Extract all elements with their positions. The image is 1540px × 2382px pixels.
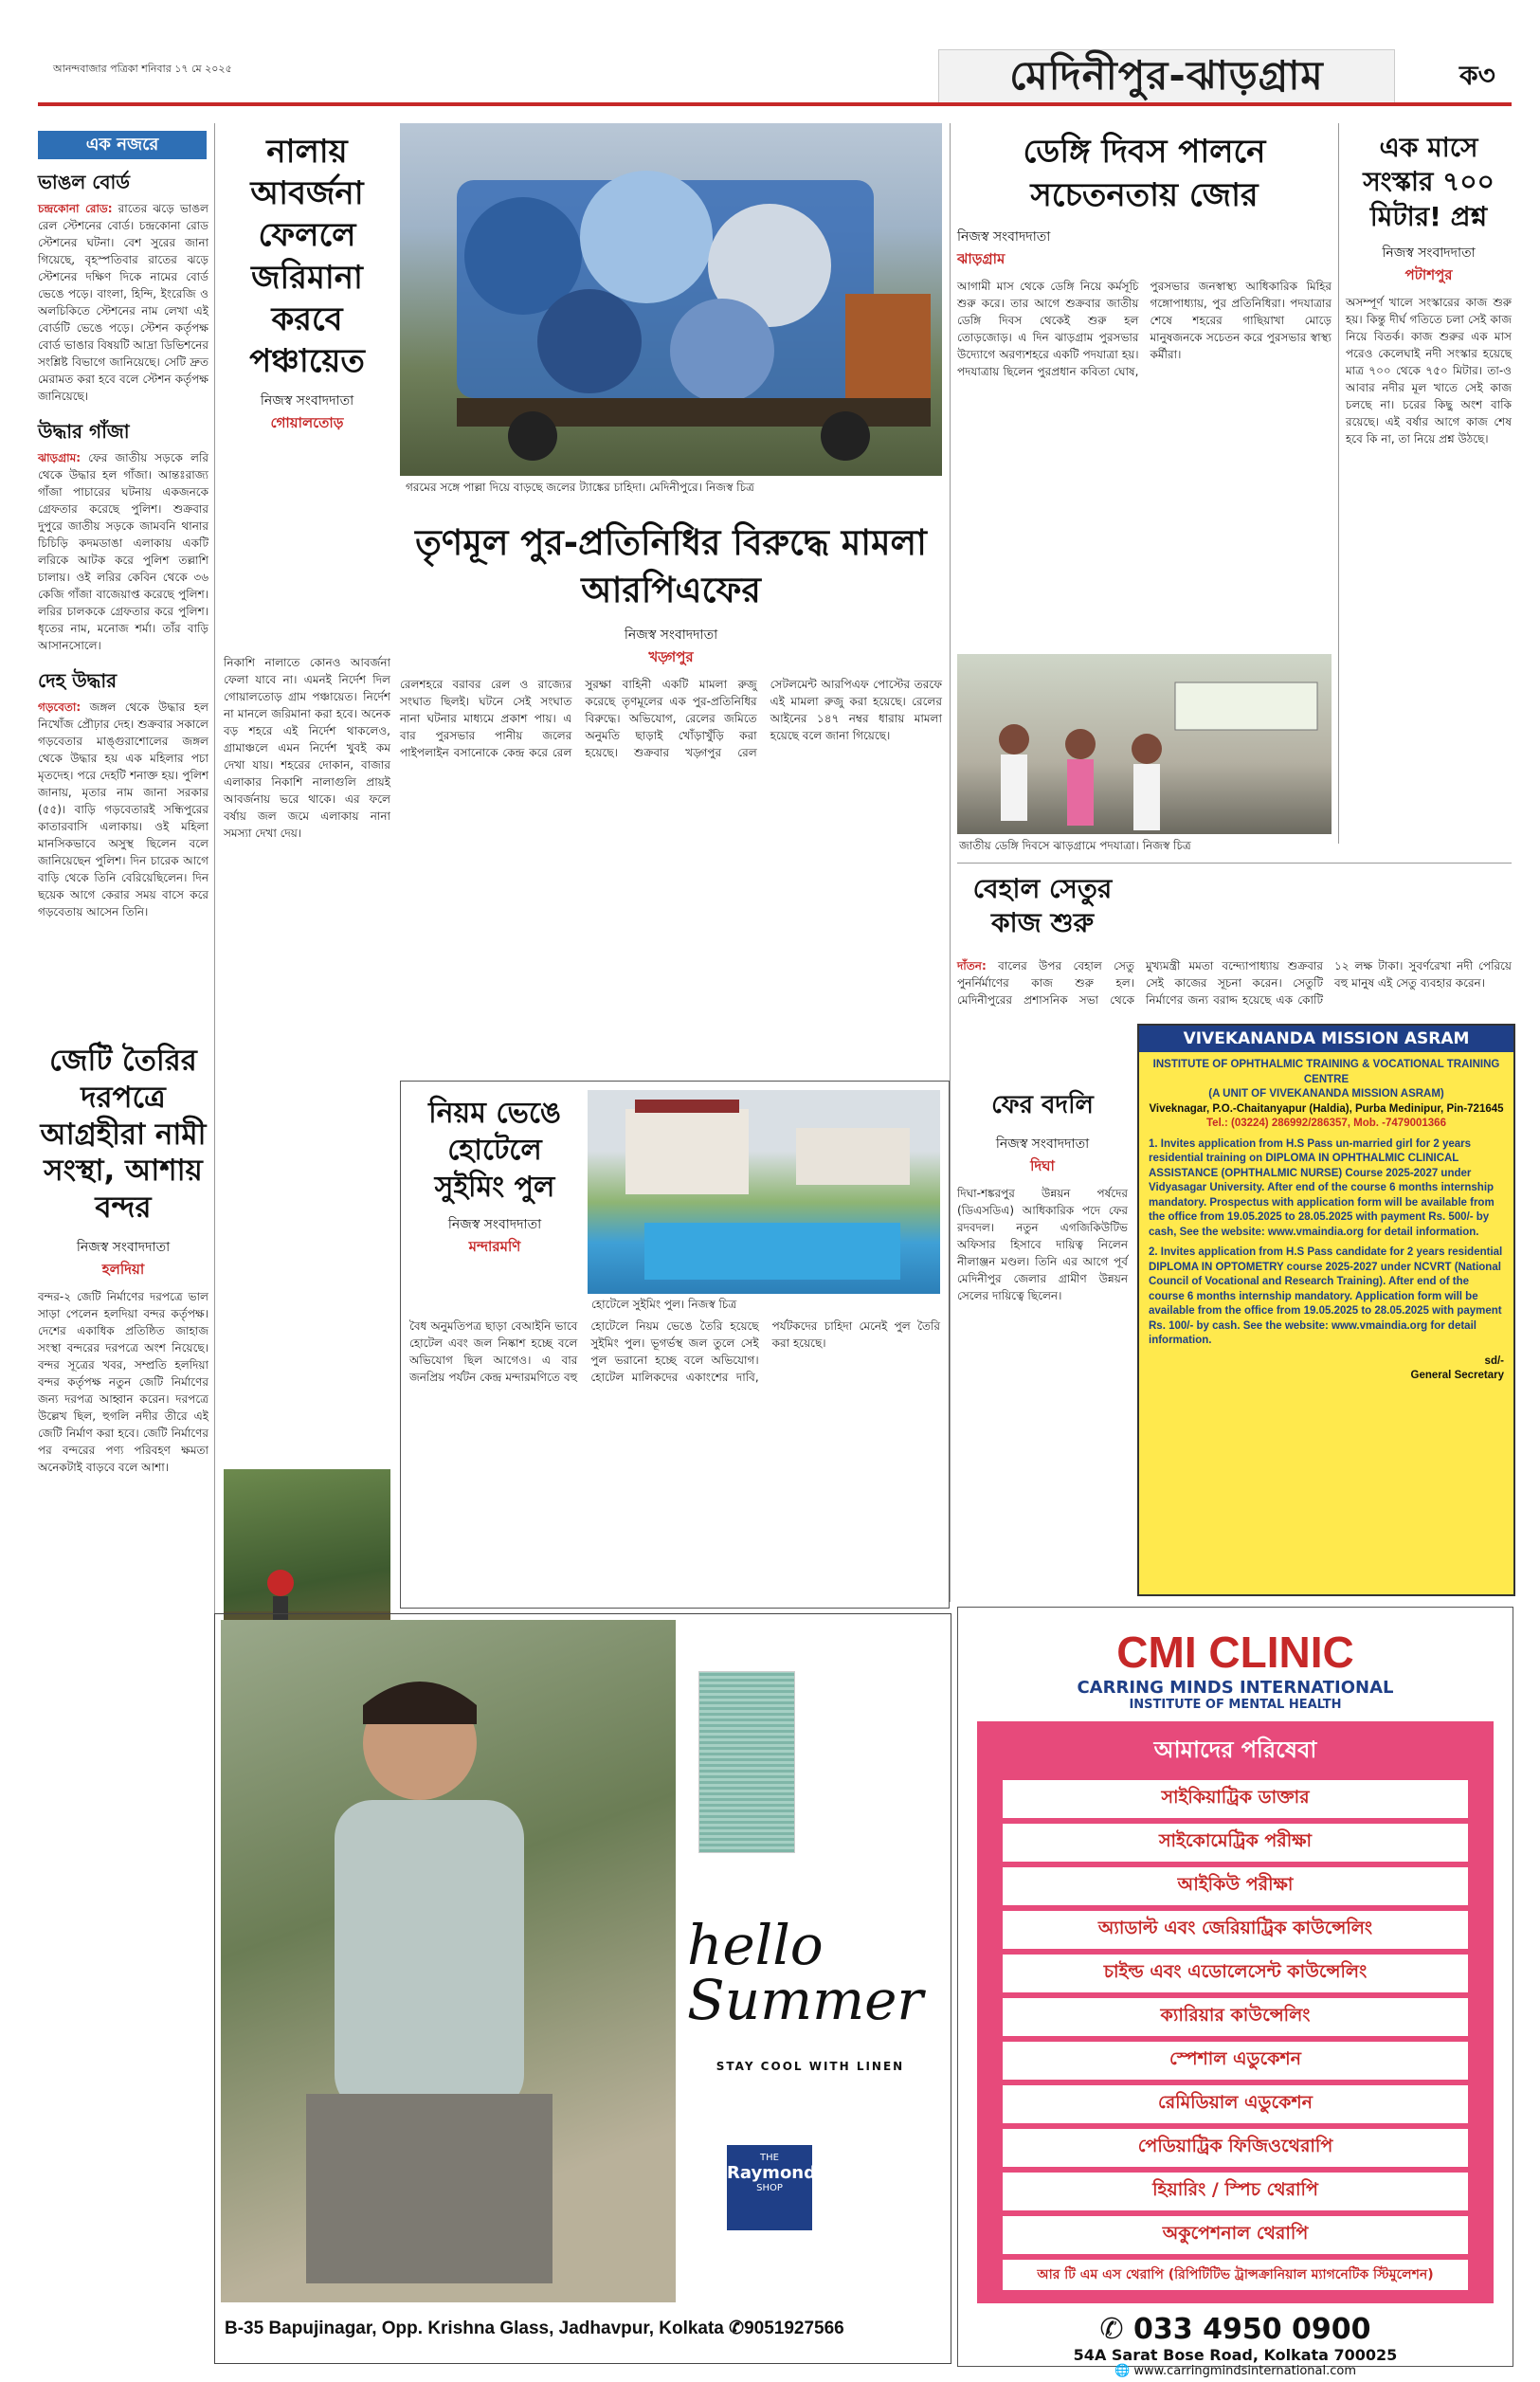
phone-icon: ✆ [1099, 2313, 1124, 2346]
story-dengue [957, 131, 1332, 380]
raymond-ad[interactable] [214, 1613, 951, 2364]
masthead-date: আনন্দবাজার পত্রিকা শনিবার ১৭ মে ২০২৫ [53, 63, 232, 75]
page-number: ক৩ [1459, 60, 1495, 91]
ad-tagline: STAY COOL WITH LINEN [716, 2060, 905, 2073]
brief-dateline: চন্দ্রকোনা রোড: [38, 202, 113, 215]
story-tmc [400, 519, 942, 761]
story-badli [957, 1085, 1128, 1304]
story-sanskar [1346, 131, 1512, 447]
linen-swatch [698, 1671, 795, 1853]
cmi-title: CMI CLINIC [1116, 1627, 1354, 1677]
story-headline: ফের বদলি [991, 1091, 1094, 1119]
dateline: মন্দারমণি [468, 1238, 521, 1255]
story-body: দিঘা-শঙ্করপুর উন্নয়ন পর্ষদের (ডিএসডিএ) আধিকারিক পদে ফের রদবদল। নতুন এগজিকিউটিভ অফিসার হিসাবে দায়িত্ব নিলেন নীলাঞ্জন মণ্ডল। তিনি এর আগে পূর্ব মেদিনীপুর জেলার গ্রামীণ উন্নয়ন সেলের দায়িত্বে ছিলেন। [957, 1187, 1128, 1302]
brief-dateline: ঝাড়গ্রাম: [38, 451, 82, 464]
vm-title: VIVEKANANDA MISSION ASRAM [1139, 1026, 1513, 1052]
brief-text: ফের জাতীয় সড়কে লরি থেকে উদ্ধার হল গাঁজা। আন্তঃরাজ্য গাঁজা পাচারের ঘটনায় একজনকে গ্রেফতার করেছে পুলিশ। শুক্রবার দুপুরে জাতীয় সড়কে জামবনি থানার চিচিড়ি কদমডাঙা এলাকায় একটি লরিকে আটক করে পুলিশ তল্লাশি চালায়। ওই লরির কেবিন থেকে ৩৬ কেজি গাঁজা বাজেয়াপ্ত করেছে পুলিশ। লরির চালককে গ্রেফতার করে পুলিশ। ধৃতের নাম, মনোজ শর্মা। তাঁর বাড়ি আসানসোলে। [38, 451, 208, 652]
dateline: হলদিয়া [101, 1260, 145, 1278]
cmi-service-item: আর টি এম এস থেরাপি (রিপিটিটিভ ট্রান্সক্রানিয়াল ম্যাগনেটিক স্টিমুলেশন) [1003, 2260, 1468, 2290]
brief-list [38, 169, 208, 920]
cmi-service-item: অকুপেশনাল থেরাপি [1003, 2216, 1468, 2254]
divider [957, 863, 1512, 864]
story-body: রেলশহরে বরাবর রেল ও রাজ্যের সংঘাত ছিলই। ঘটনে সেই সংঘাত নানা ঘটনার মাধ্যমে প্রকাশ পায়। এ বার পুরসভার পানীয় জলের পাইপলাইন বসানোকে কেন্দ্র করে রেল সুরক্ষা বাহিনী একটি মামলা রুজু করেছে তৃণমূলের এক পুর-প্রতিনিধির বিরুদ্ধে। অভিযোগ, রেলের জমিতে অনুমতি ছাড়াই খোঁড়াখুঁড়ি করা হয়েছে। শুক্রবার খড়্গপুর রেল সেটলমেন্ট আরপিএফ পোস্টের তরফে এই মামলা রুজু করা হয়েছে। রেলের আইনের ১৪৭ নম্বর ধারায় মামলা হয়েছে বলে জানা গিয়েছে। [400, 677, 942, 759]
vm-point2: 2. Invites application from H.S Pass candidate for 2 years residential DIPLOMA IN OPTOMETRY course 2025-2027 under NCVRT (National Council of Vocational and Research Training). After end of the course 6 months internship mandatory. Application form will be available from the office from 19.05.2025 to 28.05.2025 with payment Rs. 100/- by cash. See the website: www.vmaindia.org for detail information. [1149, 1246, 1503, 1347]
dateline: খড়্গপুর [648, 647, 694, 665]
model-illustration [221, 1620, 676, 2302]
column-divider [950, 123, 951, 1602]
story-headline: ডেঙ্গি দিবস পালনে সচেতনতায় জোর [1023, 133, 1266, 214]
byline: নিজস্ব সংবাদদাতা [447, 1217, 542, 1232]
vm-address: Viveknagar, P.O.-Chaitanyapur (Haldia), Purba Medinipur, Pin-721645 [1149, 1102, 1504, 1115]
story-body: বন্দর-২ জেটি নির্মাণের দরপত্রে ভাল সাড়া পেলেন হলদিয়া বন্দর কর্তৃপক্ষ। দেশের একাধিক প্রতিষ্ঠিত জাহাজ সংস্থা বন্দরের দরপত্রে অংশ নিয়েছে। বন্দর সূত্রের খবর, সম্প্রতি হলদিয়া বন্দর কর্তৃপক্ষ নতুন জেটি নির্মাণের জন্য দরপত্র আহ্বান করেন। দরপত্রে উল্লেখ ছিল, হুগলি নদীর তীরে এই জেটি নির্মাণ করা হবে। জেটি নির্মাণের পর বন্দরের পণ্য পরিবহণ ক্ষমতা অনেকটাই বাড়বে বলে আশা। [38, 1289, 208, 1474]
brief-text: রাতের ঝড়ে ভাঙল রেল স্টেশনের বোর্ড। চন্দ্রকোনা রোড স্টেশনের ঘটনা। বেশ সুরের জানা গিয়েছে, বৃহস্পতিবার রাতের ঝড়ে স্টেশনের দক্ষিণ দিকে নামের বোর্ড ভেঙে পড়ে। বাংলা, হিন্দি, ইংরেজি ও অলচিকিতে স্টেশনের নাম লেখা এই বোর্ডটি ভেঙে পড়ে। স্টেশন কর্তৃপক্ষ বোর্ড ভাঙার বিষয়টি আদ্রা ডিভিশনের সংশ্লিষ্ট বিভাগে জানিয়েছে। সেটি দ্রুত মেরামত করা হবে বলে স্টেশন কর্তৃপক্ষ জানিয়েছে। [38, 202, 208, 403]
model-photo [221, 1620, 676, 2302]
water-tank-photo [400, 123, 942, 476]
byline: নিজস্ব সংবাদদাতা [957, 228, 1051, 245]
story-nala [224, 131, 390, 436]
cmi-service-item: চাইল্ড এবং এডোলেসেন্ট কাউন্সেলিং [1003, 1955, 1468, 1992]
cmi-clinic-ad[interactable] [957, 1607, 1513, 2378]
cmi-service-item: অ্যাডাল্ট এবং জেরিয়াট্রিক কাউন্সেলিং [1003, 1911, 1468, 1949]
brief-header: এক নজরে [38, 131, 207, 159]
story-body: অসম্পূর্ণ খালে সংস্কারের কাজ শুরু হয়। কিন্তু দীর্ঘ গতিতে চলা সেই কাজ নিয়ে বিতর্ক। কাজ শুরুর এক মাস পরেও কেলেঘাই নদী সংস্কার হয়েছে মাত্র ৭০০ থেকে ৭৫০ মিটার। তা-ও আবার নদীর মূল খাতে সেই কাজ চলছে না। চরের কিছু অংশ বাকি রয়েছে। এই বর্ষার আগে কাজ শেষ হবে কি না, তা নিয়ে প্রশ্ন উঠছে। [1346, 296, 1512, 446]
header-rule [38, 102, 1512, 106]
cmi-services-box [977, 1721, 1494, 2303]
story-body: আগামী মাস থেকে ডেঙ্গি নিয়ে কর্মসূচি শুরু করে। তার আগে শুক্রবার জাতীয় ডেঙ্গি দিবস থেকেই শুরু হল তোড়জোড়। এ দিন ঝাড়গ্রাম পুরসভার উদ্যোগে অরণ্যশহরে একটি পদযাত্রা হয়। পদযাত্রায় ছিলেন পুরপ্রধান কবিতা ঘোষ, পুরসভার জনস্বাস্থ্য আধিকারিক মিহির গঙ্গোপাধ্যায়, পুর প্রতিনিধিরা। পদযাত্রার শেষে শহরের গাছিয়াখা মোড়ে মানুষজনকে সচেতন করে পুরসভার স্বাস্থ্য কর্মীরা। [957, 279, 1332, 378]
brief-item-head: দেহ উদ্ধার [38, 669, 118, 692]
story-headline: জেটি তৈরির দরপত্রে আগ্রহীরা নামী সংস্থা, আশায় বন্দর [40, 1044, 207, 1225]
vm-sign-title: General Secretary [1410, 1370, 1504, 1382]
cmi-service-item: রেমিডিয়াল এডুকেশন [1003, 2085, 1468, 2123]
byline: নিজস্ব সংবাদদাতা [76, 1239, 171, 1255]
cmi-service-item: সাইকিয়াট্রিক ডাক্তার [1003, 1780, 1468, 1818]
dateline: দাঁতন: [957, 959, 987, 973]
photo-caption: হোটেলে সুইমিং পুল। নিজস্ব চিত্র [591, 1298, 737, 1311]
brief-item [38, 169, 208, 405]
cmi-subtitle: CARRING MINDS INTERNATIONAL [1077, 1678, 1394, 1698]
brief-item [38, 418, 208, 654]
story-body: নিকাশি নালাতে কোনও আবর্জনা ফেলা যাবে না। এমনই নির্দেশ দিল গোয়ালতোড় গ্রাম পঞ্চায়েত। নির্দেশ না মানলে জরিমানা করা হবে। অনেক বড় শহরে এই নির্দেশ থাকলেও, গ্রামাঞ্চলে এমন নির্দেশ খুবই কম দেখা যায়। শহরের দোকান, বাজার এলাকার নিকাশি নালাগুলি প্রায়ই আবর্জনায় ভরে থাকে। এর ফলে বর্ষায় জল জমে এলাকায় নানা সমস্যা দেখা দেয়। [224, 656, 390, 840]
brief-item-head: ভাঙল বোর্ড [38, 171, 131, 193]
vm-point1: 1. Invites application from H.S Pass un-married girl for 2 years residential training on DIPLOMA IN OPHTHALMIC CLINICAL ASSISTANCE (OPHTHALMIC NURSE) Course 2025-2027 under Vidyasagar University. After end of the course 6 months internship mandatory. Prospectus with application form will be available from the office from 19.05.2025 to 28.05.2025 with payment Rs. 500/- by cash, See the website: www.vmaindia.org for detail information. [1149, 1137, 1495, 1238]
truck-illustration [400, 123, 942, 476]
cmi-service-item: হিয়ারিং / স্পিচ থেরাপি [1003, 2173, 1468, 2210]
brief-text: জঙ্গল থেকে উদ্ধার হল নিখোঁজ প্রৌঢ়ার দেহ। শুক্রবার সকালে গড়বেতার মাঙ্গুরাশোলের জঙ্গল থেকে উদ্ধার হয় এক মহিলার পচা মৃতদেহ। পরে দেহটি শনাক্ত হয়। পুলিশ জানায়, মৃতার নাম জানা সরকার (৫৫)। বাড়ি গড়বেতারই সন্ধিপুরের কাতারবাসি এলাকায়। ওই মহিলা মানসিকভাবে অসুস্থ ছিলেন বলে জানিয়েছেন পুলিশ। দিন চারেক আগে বাড়ি থেকে তিনি বেরিয়েছিলেন। দিন ছয়েক আগে কেরার সময় বাসে করে গড়বেতায় আসেন তিনি। [38, 700, 208, 918]
dateline: ঝাড়গ্রাম [957, 249, 1006, 267]
cmi-sub2: INSTITUTE OF MENTAL HEALTH [1129, 1698, 1342, 1712]
story-pool [409, 1095, 580, 1260]
vm-tel: Tel.: (03224) 286992/286357, Mob. -7479001366 [1206, 1118, 1446, 1130]
ad-address: B-35 Bapujinagar, Opp. Krishna Glass, Jadhavpur, Kolkata ✆9051927566 [225, 2318, 844, 2338]
story-headline: নিয়ম ভেঙে হোটেলে সুইমিং পুল [428, 1097, 561, 1204]
cmi-service-item: পেডিয়াট্রিক ফিজিওথেরাপি [1003, 2129, 1468, 2167]
story-body: দাঁতন: বালের উপর বেহাল সেতু পুনর্নির্মাণের কাজ শুরু হল। মেদিনীপুরের প্রশাসনিক সভা থেকে মুখ্যমন্ত্রী মমতা বন্দ্যোপাধ্যায় শুক্রবার সেই কাজের সূচনা করেন। সেতুটি নির্মাণের জন্য বরাদ্দ হয়েছে এক কোটি ১২ লক্ষ টাকা। সুবর্ণরেখা নদী পেরিয়ে বহু মানুষ এই সেতু ব্যবহার করেন। [957, 959, 1512, 1007]
dengue-photo [957, 654, 1332, 834]
brief-dateline: গড়বেতা: [38, 700, 82, 714]
vm-subtitle: INSTITUTE OF OPHTHALMIC TRAINING & VOCATIONAL TRAINING CENTRE [1152, 1059, 1500, 1085]
cmi-service-item: সাইকোমেট্রিক পরীক্ষা [1003, 1824, 1468, 1862]
byline: নিজস্ব সংবাদদাতা [624, 627, 718, 643]
story-headline: তৃণমূল পুর-প্রতিনিধির বিরুদ্ধে মামলা আরপিএফের [415, 522, 927, 610]
photo-caption: জাতীয় ডেঙ্গি দিবসে ঝাড়গ্রামে পদযাত্রা। নিজস্ব চিত্র [959, 839, 1191, 852]
brief-item-head: উদ্ধার গাঁজা [38, 420, 130, 443]
raymond-logo[interactable]: THE Raymond SHOP [727, 2145, 812, 2230]
ad-headline-line2: Summer [687, 1968, 924, 2032]
vivekananda-ad[interactable] [1137, 1024, 1515, 1596]
rally-illustration [957, 654, 1332, 834]
byline: নিজস্ব সংবাদদাতা [260, 393, 354, 409]
dateline: পটাশপুর [1404, 266, 1453, 284]
photo-caption: গরমের সঙ্গে পাল্লা দিয়ে বাড়ছে জলের ট্যাঙ্কের চাহিদা। মেদিনীপুরে। নিজস্ব চিত্র [406, 481, 754, 494]
cmi-service-item: ক্যারিয়ার কাউন্সেলিং [1003, 1998, 1468, 2036]
hotel-illustration [588, 1090, 940, 1294]
story-headline: নালায় আবর্জনা ফেললে জরিমানা করবে পঞ্চায়েত [249, 133, 365, 380]
byline: নিজস্ব সংবাদদাতা [995, 1136, 1090, 1152]
story-jetty [38, 1043, 208, 1476]
cmi-services-header: আমাদের পরিষেবা [1153, 1736, 1317, 1763]
byline: নিজস্ব সংবাদদাতা [1382, 245, 1476, 262]
story-behala [957, 872, 1128, 941]
dateline: গোয়ালতোড় [270, 414, 344, 432]
story-body: বৈধ অনুমতিপত্র ছাড়া বেআইনি ভাবে হোটেল এবং জল নিষ্কাশ হচ্ছে বলে অভিযোগ ছিল আগেও। এ বার জনপ্রিয় পর্যটন কেন্দ্র মন্দারমণিতে বহু হোটেলে নিয়ম ভেঙে তৈরি হয়েছে সুইমিং পুল। ভূগর্ভস্থ জল তুলে সেই পুল ভরানো হচ্ছে বলে অভিযোগ। হোটেল মালিকদের একাংশের দাবি, পর্যটকদের চাহিদা মেনেই পুল তৈরি করা হয়েছে। [409, 1319, 940, 1384]
cmi-service-item: আইকিউ পরীক্ষা [1003, 1867, 1468, 1905]
dateline: দিঘা [1030, 1157, 1055, 1174]
story-headline: বেহাল সেতুর কাজ শুরু [972, 873, 1113, 939]
cmi-address: 54A Sarat Bose Road, Kolkata 700025 [1073, 2346, 1398, 2364]
pool-photo [588, 1090, 940, 1294]
cmi-phone[interactable]: 033 4950 0900 [1133, 2313, 1371, 2346]
story-headline: এক মাসে সংস্কার ৭০০ মিটার! প্রশ্ন [1363, 132, 1495, 232]
section-title: মেদিনীপুর-ঝাড়গ্রাম [938, 49, 1395, 106]
vm-subtitle2: (A UNIT OF VIVEKANANDA MISSION ASRAM) [1208, 1088, 1444, 1100]
globe-icon: 🌐 [1114, 2364, 1131, 2378]
cmi-service-item: স্পেশাল এডুকেশন [1003, 2042, 1468, 2080]
ad-headline-line1: hello [687, 1913, 824, 1977]
vm-sign: sd/- [1484, 1355, 1504, 1367]
cmi-website[interactable]: www.carringmindsinternational.com [1133, 2364, 1357, 2378]
brief-item [38, 667, 208, 920]
column-divider [1338, 123, 1339, 844]
